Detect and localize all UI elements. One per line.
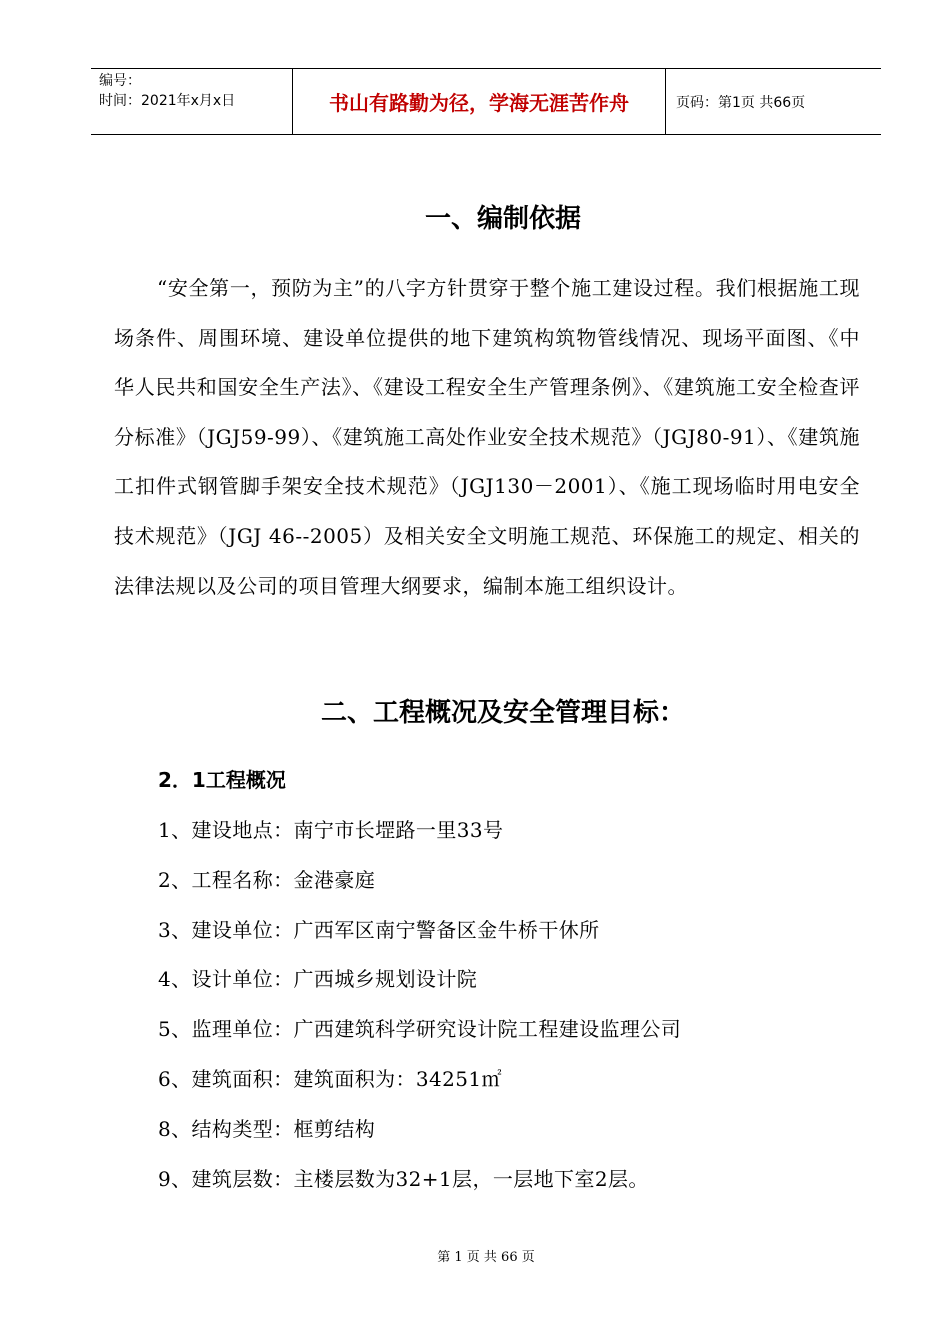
page-footer: 第 1 页 共 66 页 bbox=[437, 1250, 535, 1265]
header-meta-cell bbox=[91, 69, 293, 134]
section-title-basis: 一、编制依据 bbox=[424, 204, 581, 234]
header-motto: 书山有路勤为径，学海无涯苦作舟 bbox=[293, 69, 666, 134]
list-item: 4、设计单位：广西城乡规划设计院 bbox=[158, 967, 478, 992]
list-item: 2、工程名称：金港豪庭 bbox=[158, 867, 376, 892]
document-header bbox=[91, 68, 881, 135]
list-item: 5、监理单位：广西建筑科学研究设计院工程建设监理公司 bbox=[158, 1017, 682, 1042]
number-label: 编号： bbox=[99, 73, 141, 89]
subsection-title: 2．1工程概况 bbox=[158, 768, 286, 792]
list-item: 9、建筑层数：主楼层数为32+1层，一层地下室2层。 bbox=[158, 1166, 649, 1191]
basis-paragraph: “安全第一，预防为主”的八字方针贯穿于整个施工建设过程。我们根据施工现场条件、周围环境、建设单位提供的地下建筑构筑物管线情况、现场平面图、《中华人民共和国安全生产法》、《建设工程安全生产管理条例》、《建筑施工安全检查评分标准》（JGJ59-99）、《建筑施工高处作业安全技术规范》（JGJ80-91）、《建筑施工扣件式钢管脚手架安全技术规范》（JGJ130－2001）、《施工现场临时用电安全技术规范》（JGJ 46--2005）及相关安全文明施工规范、环保施工的规定、相关的法律法规以及公司的项目管理大纲要求，编制本施工组织设计。 bbox=[114, 276, 860, 598]
list-item: 3、建设单位：广西军区南宁警备区金牛桥干休所 bbox=[158, 917, 600, 942]
header-page-info: 页码：第1页 共66页 bbox=[676, 94, 806, 111]
section-title-overview: 二、工程概况及安全管理目标： bbox=[320, 698, 685, 728]
list-item: 8、结构类型：框剪结构 bbox=[158, 1116, 376, 1141]
project-info-list bbox=[158, 806, 681, 1204]
time-label: 时间：2021年x月x日 bbox=[99, 93, 236, 109]
list-item: 6、建筑面积：建筑面积为：34251㎡ bbox=[158, 1066, 502, 1091]
list-item: 1、建设地点：南宁市长堽路一里33号 bbox=[158, 818, 504, 842]
